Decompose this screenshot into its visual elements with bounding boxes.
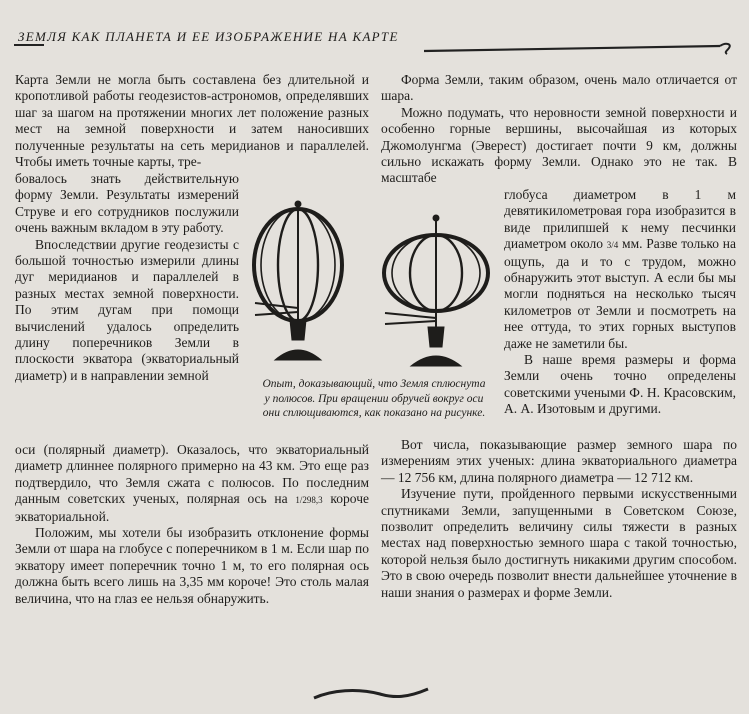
paragraph-grain-of-sand [504,187,736,352]
paragraph-map-survey: Карта Земли не могла быть составлена без длительной и кропотливой работы геодезистов-астрономов, определявших шаг за шагом на протяжении многих лет положение разных мест на земной поверхности и затем наносивших полученные результаты на сеть меридианов и параллелей. Чтобы иметь точные карты, тре- [15,72,369,170]
figure-illustration [243,190,503,375]
paragraph-geodesists: Впоследствии другие геодезисты с большой точностью измерили длины дуг меридианов и параллелей в разных местах земной поверхности. По этим дугам при помощи вычислений удалось определить длину поперечников Земли в плоскости экватора (экваториальный диаметр) и в направлении земной [15,236,239,383]
header-ornament-rule [424,42,737,56]
fraction-flattening: 1/298,3 [295,495,323,506]
paragraph-satellites: Изучение пути, пройденного первыми искусственными спутниками Земли, запущенными в Советском Союзе, позволит определить величину силы тяжести в разных местах над поверхностью земного шара с такой точностью, которой нельзя было достигнуть никакими другим способом. Это в свою очередь позволит внести дальнейшее уточнение в наши знания о размерах и форме Земли. [381,486,737,600]
fraction-three-quarters: 3/4 [606,240,619,251]
paragraph-mountains: Можно подумать, что неровности земной поверхности и особенно горные вершины, высочайшая из которых Джомолунгма (Эверест) достигает почти 9 км, должны сильно искажать форму Земли. Однако это не так. В масштабе [381,104,737,186]
paragraph-soviet-scientists: В наше время размеры и форма Земли очень точно определены советскими учеными Ф. Н. Красовским, А. А. Изотовым и другими. [504,352,736,417]
left-column-bottom [15,442,369,607]
right-column-beside-figure [504,187,736,418]
paragraph-grain-text-b: мм. Разве только на ощупь, да и то с трудом, можно обнаружить этот выступ. А если бы мы могли подняться на несколько тысяч километров от Земли и посмотреть на нее оттуда, то этих горных выступов даже не заметили бы. [504,236,737,351]
apparatus-rotating-flattened [384,215,488,366]
paragraph-polar-diameter-text-a: оси (полярный диаметр). Оказалось, что экваториальный диаметр длиннее полярного примерно на 43 км. Это еще раз подтвердило, что Земля сжата с полюсов. По последним данным советских ученых, полярная ось на [15,442,369,507]
right-column-top [381,72,737,187]
paragraph-grain-text-a: глобуса диаметром в 1 м девятикилометровая гора изобразится в виде прилипшей к нему песчинки диаметром около [504,187,736,252]
header-rule-left [14,44,44,46]
figure-caption: Опыт, доказывающий, что Земля сплюснута у полюсов. При вращении обручей вокруг оси они сплющиваются, как показано на рисунке. [262,378,486,419]
paragraph-polar-diameter [15,442,369,525]
paragraph-struve: бовалось знать действительную форму Земли. Результаты измерений Струве и его сотрудников послужили очень важным вкладом в эту работу. [15,171,239,236]
paragraph-shape-summary: Форма Земли, таким образом, очень мало отличается от шара. [381,72,737,104]
paragraph-dimensions: Вот числа, показывающие размер земного шара по измерениям этих ученых: длина экваториального диаметра — 12 756 км, длина полярного диаметра — 12 712 км. [381,437,737,485]
right-column-bottom [381,437,737,601]
left-column-beside-figure [15,171,239,384]
paragraph-polar-diameter-text-b: короче экваториальной. [15,491,369,524]
paragraph-globe-example: Положим, мы хотели бы изобразить отклонение формы Земли от шара на глобусе с поперечником в 1 м. Если шар по экватору имеет поперечник точно 1 м, то его полярная ось должна быть всего лишь на 3,35 мм короче! Это столь малая величина, что на глаз ее нельзя обнаружить. [15,525,369,606]
footer-ornament [312,684,430,704]
left-column-top [15,72,369,170]
apparatus-at-rest [254,201,342,360]
running-header [14,26,735,52]
running-header-title: ЗЕМЛЯ КАК ПЛАНЕТА И ЕЕ ИЗОБРАЖЕНИЕ НА КАРТЕ [18,29,399,44]
